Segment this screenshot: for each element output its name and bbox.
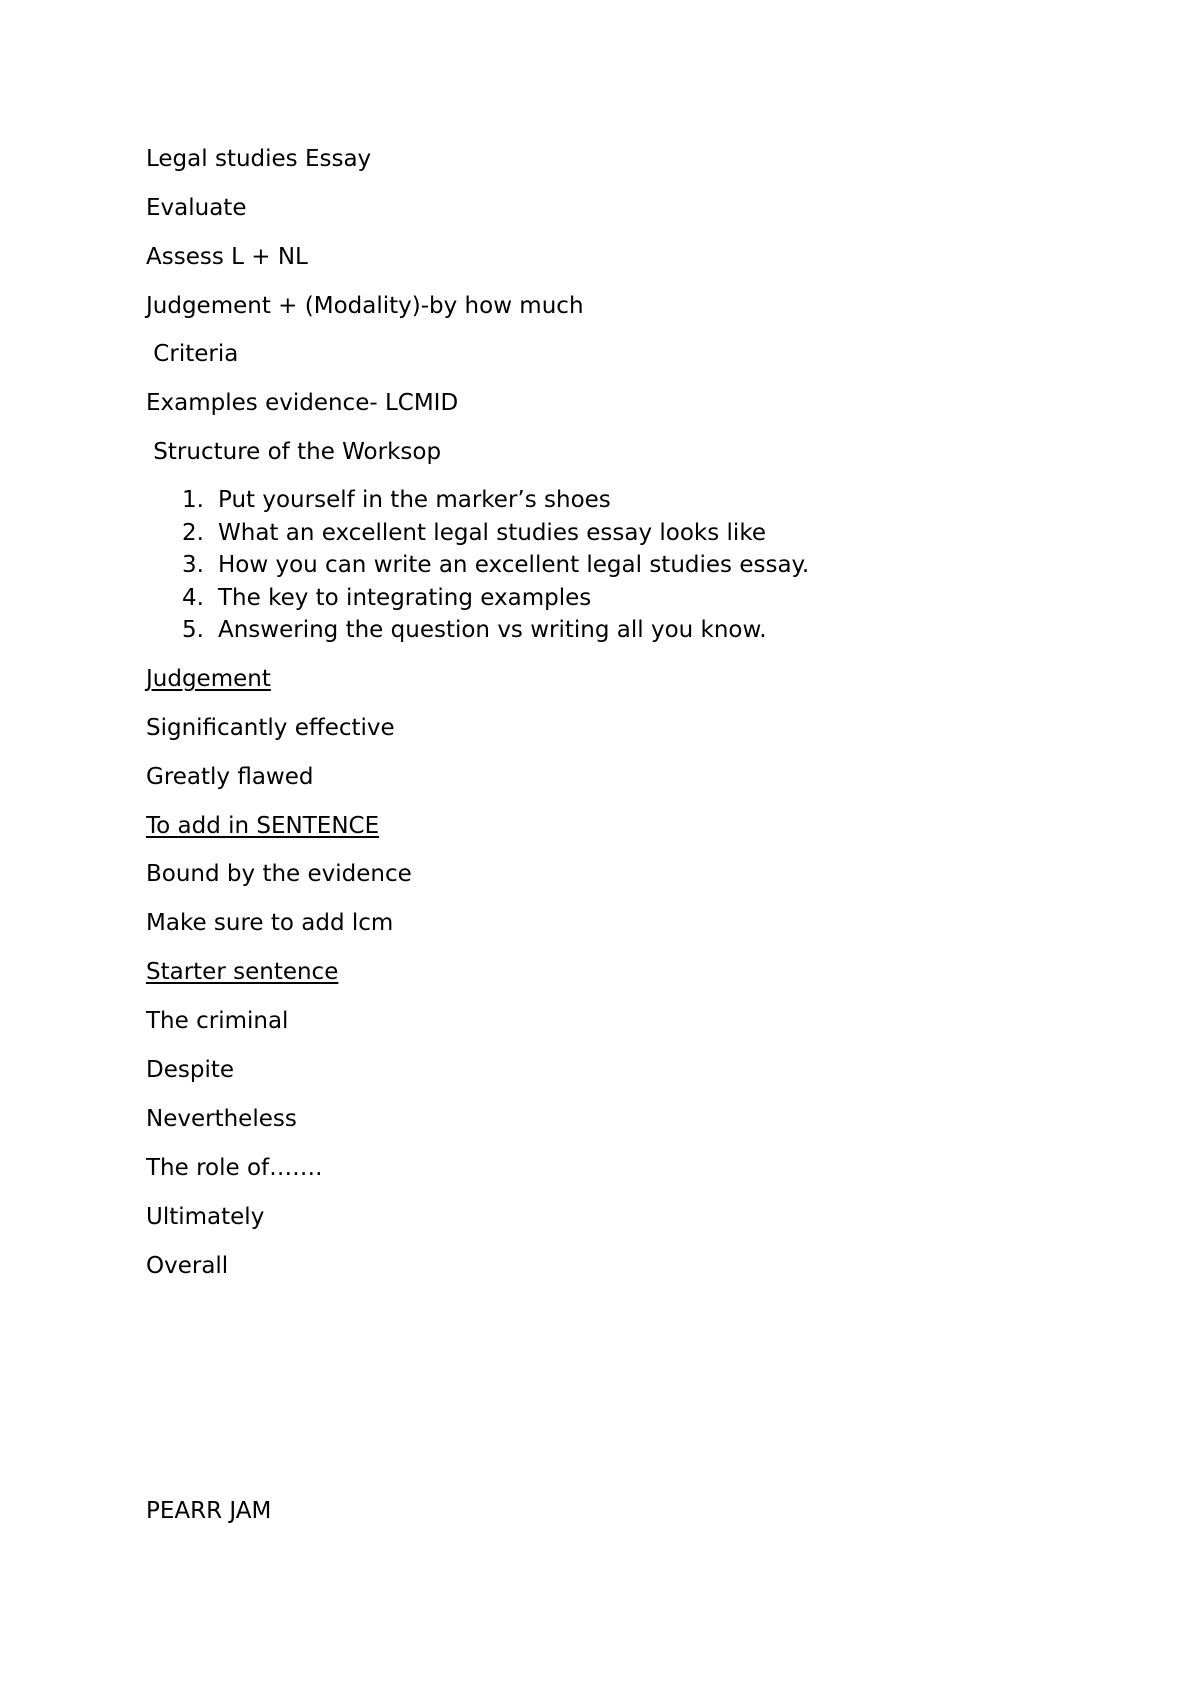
text-line: The criminal (146, 1008, 289, 1034)
list-item (146, 486, 611, 519)
text-line: Despite (146, 1057, 235, 1083)
list-item (146, 519, 766, 552)
list-number: 5. (182, 617, 204, 643)
footer-line: PEARR JAM (146, 1498, 272, 1524)
text-line: Criteria (146, 341, 239, 367)
text-line: Evaluate (146, 195, 247, 221)
text-line: Judgement + (Modality)-by how much (146, 293, 584, 319)
list-text: The key to integrating examples (218, 584, 592, 611)
text-line: Greatly flawed (146, 764, 314, 790)
text-line: Bound by the evidence (146, 861, 412, 887)
list-number: 4. (182, 584, 204, 611)
text-line: Examples evidence- LCMID (146, 390, 459, 416)
text-line: Overall (146, 1253, 229, 1279)
judgement-heading: Judgement (146, 666, 271, 692)
list-item (146, 584, 592, 617)
text-line: Structure of the Worksop (146, 439, 442, 465)
starter-heading: Starter sentence (146, 959, 339, 985)
text-line: Significantly effective (146, 715, 395, 741)
text-line: Ultimately (146, 1204, 265, 1230)
list-number: 3. (182, 552, 204, 578)
text-line: Assess L + NL (146, 244, 308, 270)
list-text: How you can write an excellent legal studies essay. (218, 552, 810, 578)
sentence-heading: To add in SENTENCE (146, 813, 380, 839)
workshop-structure-list (146, 486, 810, 649)
text-line: Nevertheless (146, 1106, 297, 1132)
text-line: The role of……. (146, 1155, 323, 1181)
list-text: Put yourself in the marker’s shoes (218, 487, 611, 513)
list-number: 1. (182, 487, 204, 513)
list-text: What an excellent legal studies essay looks like (218, 519, 766, 546)
list-text: Answering the question vs writing all you know. (218, 617, 767, 643)
doc-title: Legal studies Essay (146, 146, 372, 172)
list-item (146, 616, 767, 649)
list-item (146, 551, 810, 584)
text-line: Make sure to add lcm (146, 910, 394, 936)
list-number: 2. (182, 519, 204, 546)
